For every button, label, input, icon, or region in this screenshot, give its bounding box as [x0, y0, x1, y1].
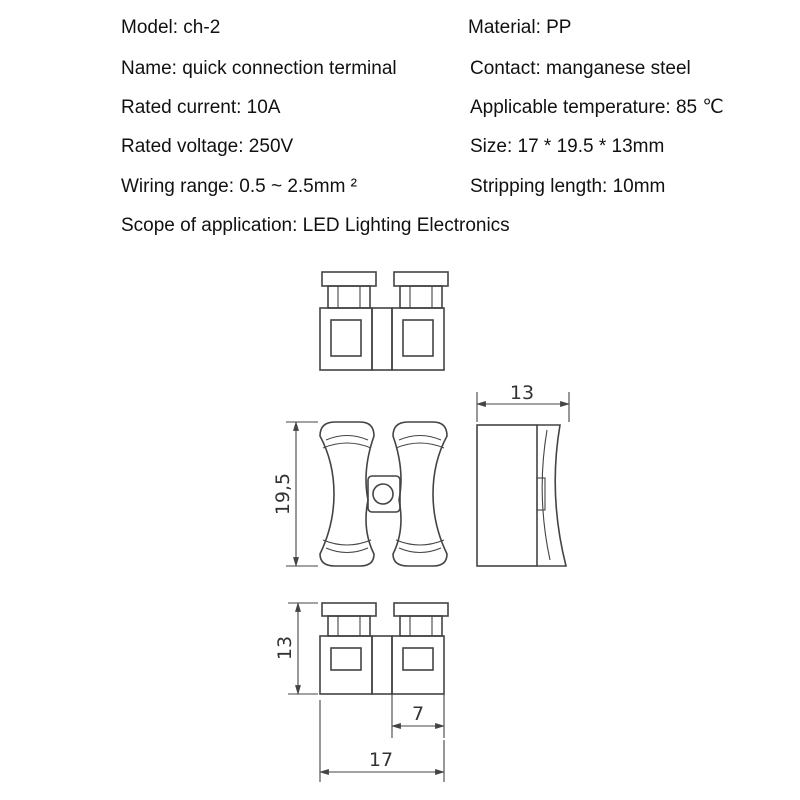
spec-material: Material: PP — [468, 17, 572, 38]
spec-scope: Scope of application: LED Lighting Electronics — [121, 215, 510, 236]
plan-view — [320, 422, 447, 566]
dimension-total-width — [320, 700, 444, 782]
spec-rated-voltage: Rated voltage: 250V — [121, 136, 294, 157]
dimension-side-depth — [477, 382, 569, 422]
dimension-top-height — [272, 422, 318, 566]
spec-temperature: Applicable temperature: 85 ℃ — [470, 97, 724, 118]
dimension-label-front-height: 13 — [274, 635, 296, 661]
side-view — [477, 425, 566, 566]
dimension-label-half-width: 7 — [411, 703, 425, 725]
dimension-half-width — [392, 694, 444, 738]
top-view — [320, 272, 448, 370]
spec-size: Size: 17 * 19.5 * 13mm — [470, 136, 665, 157]
spec-model: Model: ch-2 — [121, 17, 221, 38]
spec-wiring-range: Wiring range: 0.5 ~ 2.5mm ² — [121, 176, 358, 197]
spec-name: Name: quick connection terminal — [121, 58, 397, 79]
dimension-label-side-depth: 13 — [509, 382, 535, 404]
dimension-front-height — [274, 603, 318, 694]
spec-rated-current: Rated current: 10A — [121, 97, 281, 118]
dimension-label-total-width: 17 — [368, 749, 394, 771]
spec-stripping-length: Stripping length: 10mm — [470, 176, 666, 197]
front-view — [320, 603, 448, 694]
spec-contact: Contact: manganese steel — [470, 58, 691, 79]
dimension-label-top-height: 19,5 — [272, 472, 294, 516]
